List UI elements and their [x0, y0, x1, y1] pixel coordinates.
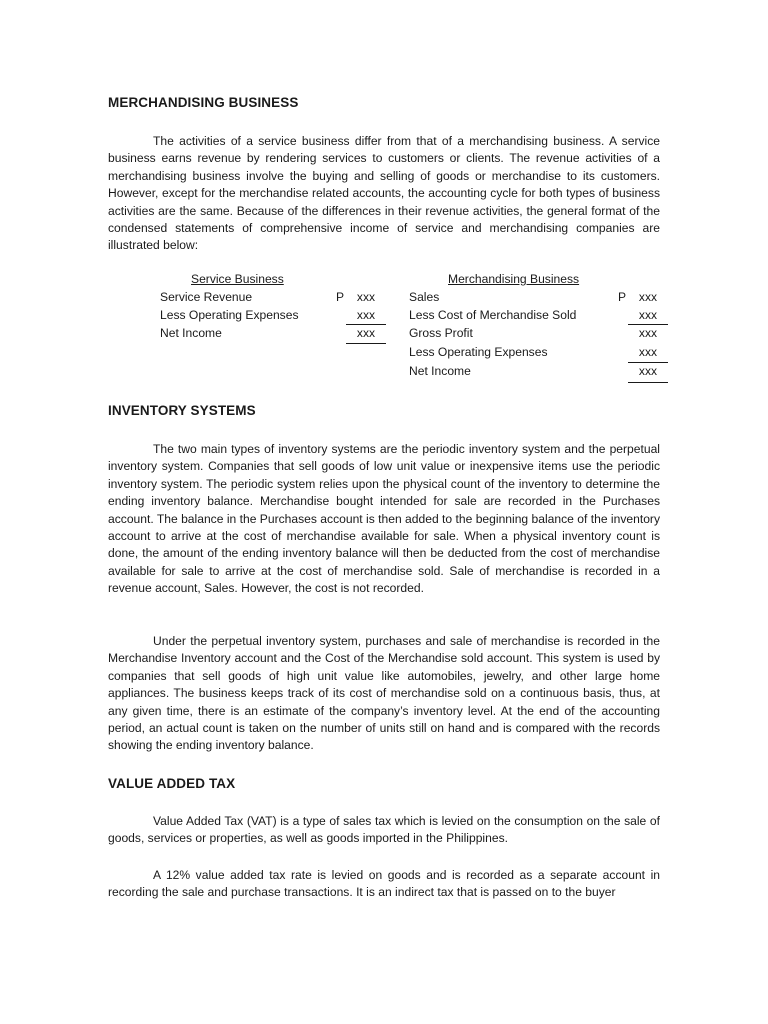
- row-amount: xxx: [356, 290, 376, 304]
- row-currency: P: [336, 290, 345, 304]
- row-amount: xxx: [638, 326, 658, 340]
- subtotal-rule: [346, 324, 386, 325]
- total-rule: [346, 343, 386, 344]
- row-amount: xxx: [638, 345, 658, 359]
- row-amount: xxx: [356, 308, 376, 322]
- row-label: Net Income: [409, 364, 471, 378]
- subtotal-rule: [628, 324, 668, 325]
- row-label: Sales: [409, 290, 440, 304]
- paragraph-merchandising-intro: The activities of a service business differ from that of a merchandising business. A service business earns revenue by rendering services to customers or clients. The revenue activities of a merchandising business involve the buying and selling of goods or merchandise to its customers. However, except for the merchandise related accounts, the accounting cycle for both types of business activities are the same. Because of the differences in their revenue activities, the general format of the condensed statements of comprehensive income of service and merchandising companies are illustrated below:: [108, 134, 660, 253]
- row-label: Net Income: [160, 326, 222, 340]
- statement-row: [160, 326, 400, 344]
- paragraph-vat-definition: Value Added Tax (VAT) is a type of sales tax which is levied on the consumption on the sale of goods, services or properties, as well as goods imported in the Philippines.: [108, 814, 660, 846]
- row-label: Less Operating Expenses: [409, 345, 548, 359]
- row-label: Service Revenue: [160, 290, 253, 304]
- merch-statement-title: Merchandising Business: [448, 272, 580, 286]
- statement-row: [409, 364, 669, 382]
- statement-row: [409, 345, 669, 363]
- row-label: Less Cost of Merchandise Sold: [409, 308, 577, 322]
- section-heading-inventory: INVENTORY SYSTEMS: [108, 403, 256, 418]
- section-heading-merchandising: MERCHANDISING BUSINESS: [108, 95, 299, 110]
- row-currency: P: [618, 290, 627, 304]
- row-amount: xxx: [356, 326, 376, 340]
- paragraph-perpetual-system: Under the perpetual inventory system, purchases and sale of merchandise is recorded in the Merchandise Inventory account and the Cost of the Merchandise sold account. This system is used by companies that sell goods of high unit value like automobiles, jewelry, and other large home appliances. The business keeps track of its cost of merchandise sold on a continuous basis, thus, at any given time, there is an estimate of the company’s inventory level. At the end of the accounting period, an actual count is taken on the number of units still on hand and is compared with the records showing the ending inventory balance.: [108, 634, 660, 753]
- statement-row: [409, 290, 669, 308]
- section-heading-vat: VALUE ADDED TAX: [108, 776, 236, 791]
- subtotal-rule: [628, 362, 668, 363]
- row-label: Less Operating Expenses: [160, 308, 299, 322]
- row-label: Gross Profit: [409, 326, 473, 340]
- paragraph-vat-rate: A 12% value added tax rate is levied on goods and is recorded as a separate account in recording the sale and purchase transactions. It is an indirect tax that is passed on to the buyer: [108, 868, 660, 900]
- row-amount: xxx: [638, 308, 658, 322]
- paragraph-periodic-system: The two main types of inventory systems are the periodic inventory system and the perpetual inventory system. Companies that sell goods of low unit value or inexpensive items use the periodic inventory system. The periodic system relies upon the physical count of the inventory to determine the ending inventory balance. Merchandise bought intended for sale are recorded in the Purchases account. The balance in the Purchases account is then added to the beginning balance of the inventory account to arrive at the cost of merchandise available for sale. When a physical inventory count is done, the amount of the ending inventory balance will then be deducted from the cost of merchandise available for sale to arrive at the cost of merchandise sold. Sale of merchandise is recorded in a revenue account, Sales. However, the cost is not recorded.: [108, 442, 660, 596]
- statement-row: [160, 290, 400, 308]
- row-amount: xxx: [638, 290, 658, 304]
- row-amount: xxx: [638, 364, 658, 378]
- service-statement-title: Service Business: [191, 272, 284, 286]
- total-rule: [628, 382, 668, 383]
- statement-row: [409, 326, 669, 344]
